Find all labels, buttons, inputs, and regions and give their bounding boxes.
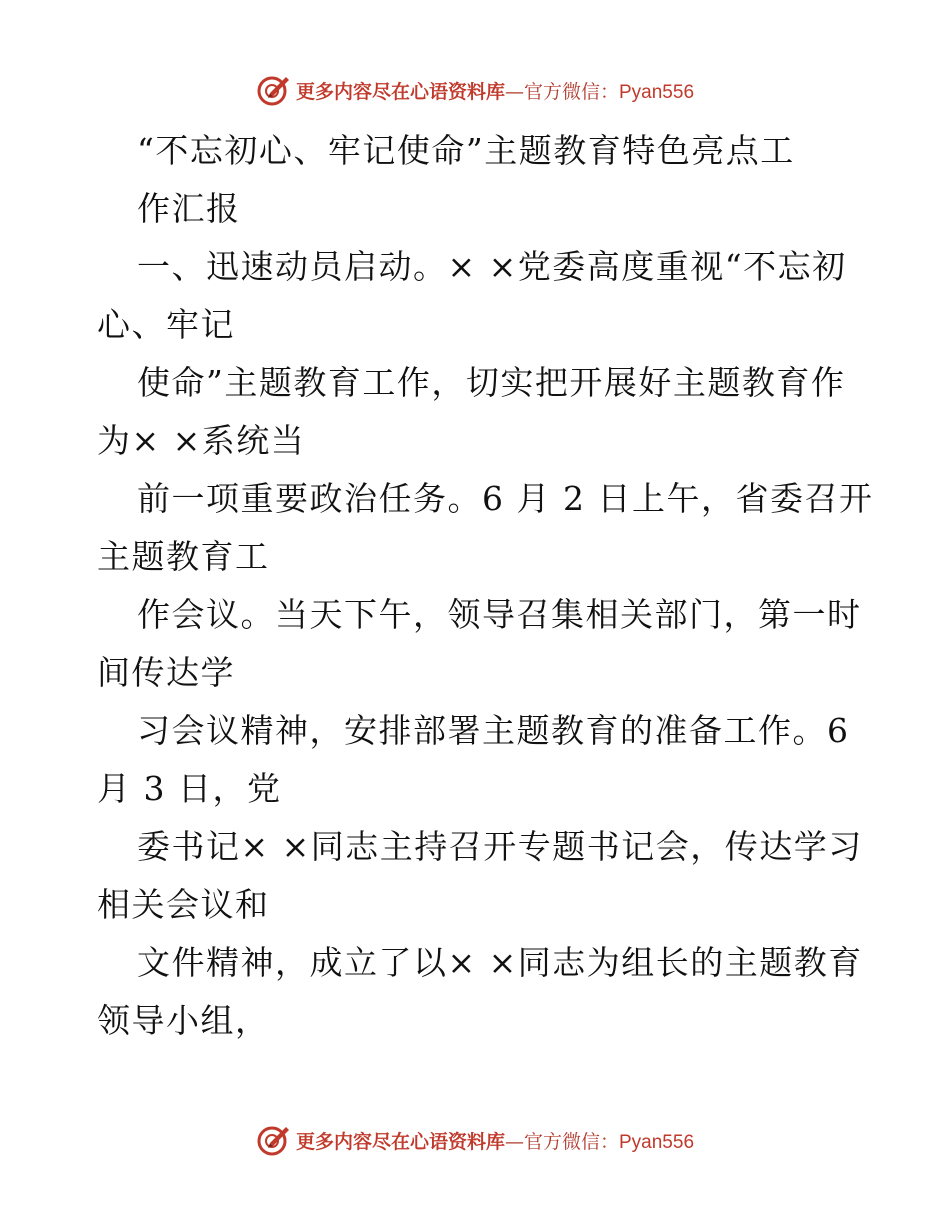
banner-wechat-label: 官方微信：: [523, 80, 619, 103]
paragraph-line: 习会议精神，安排部署主题教育的准备工作。6: [137, 711, 850, 750]
pen-logo-icon: [256, 1123, 290, 1157]
paragraph-line: 间传达学: [97, 653, 235, 692]
paragraph-line: 月 3 日，党: [97, 769, 282, 808]
paragraph-line: 作会议。当天下午，领导召集相关部门，第一时: [137, 595, 862, 634]
header-watermark: [0, 70, 950, 110]
banner-wechat-id: Pyan556: [619, 81, 695, 103]
banner-site-name: 更多内容尽在心语资料库: [295, 80, 505, 103]
banner-wechat-id: Pyan556: [619, 1131, 695, 1153]
paragraph-line: 相关会议和: [97, 885, 270, 924]
paragraph-line: 前一项重要政治任务。6 月 2 日上午，省委召开: [137, 479, 874, 518]
title-line-2: 作汇报: [137, 189, 241, 228]
banner-wechat-label: 官方微信：: [523, 1130, 619, 1153]
paragraph-line: 文件精神，成立了以× ×同志为组长的主题教育: [137, 943, 863, 982]
document-body: [97, 122, 874, 1050]
banner-site-name: 更多内容尽在心语资料库: [295, 1130, 505, 1153]
paragraph-line: 主题教育工: [97, 537, 270, 576]
pen-logo-icon: [256, 73, 290, 107]
paragraph-line: 心、牢记: [97, 305, 235, 344]
footer-watermark: [0, 1120, 950, 1160]
paragraph-line: 为× ×系统当: [97, 421, 306, 460]
paragraph-line: 委书记× ×同志主持召开专题书记会，传达学习: [137, 827, 863, 866]
banner-dash: —: [504, 80, 524, 103]
paragraph-line: 使命”主题教育工作，切实把开展好主题教育作: [137, 363, 846, 402]
paragraph-line: 一、迅速动员启动。× ×党委高度重视“不忘初: [137, 247, 847, 286]
title-line-1: “不忘初心、牢记使命”主题教育特色亮点工: [137, 131, 795, 170]
banner-dash: —: [504, 1130, 524, 1153]
paragraph-line: 领导小组，: [97, 1001, 270, 1040]
